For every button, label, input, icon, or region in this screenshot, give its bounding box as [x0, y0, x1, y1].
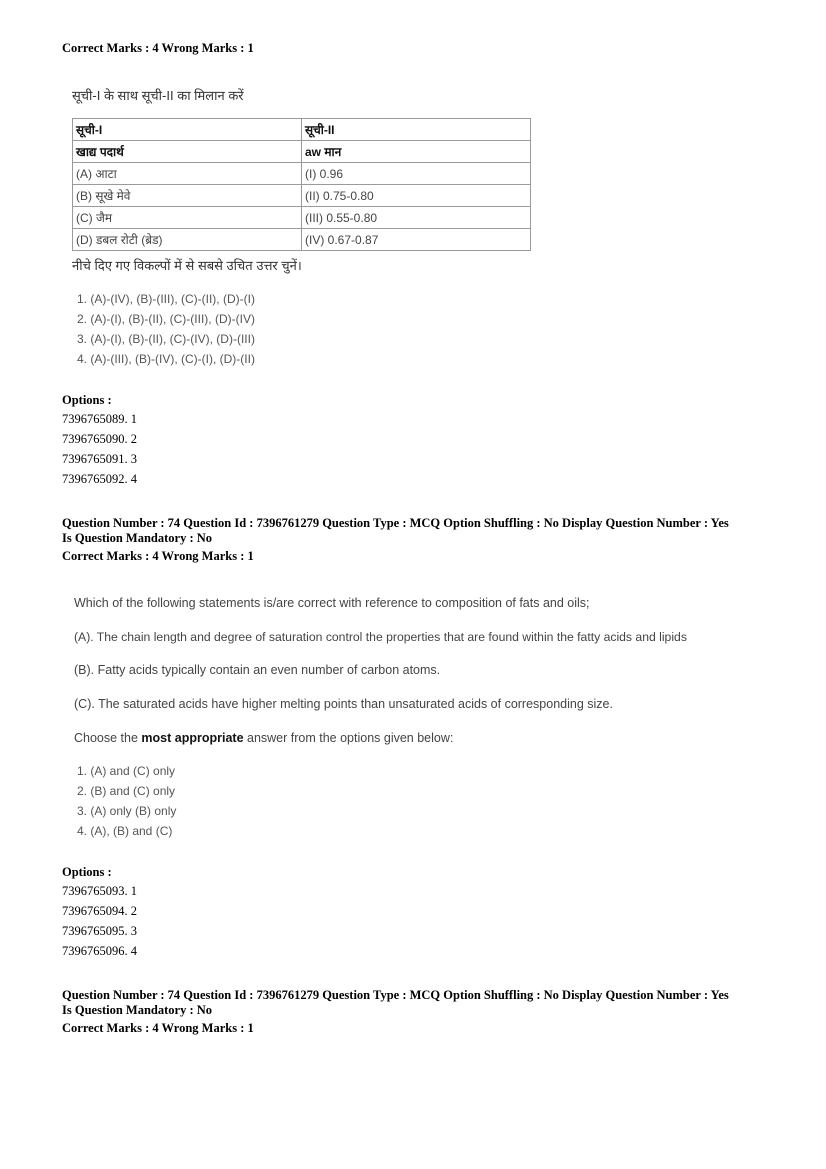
- q74-choice-1: 1. (A) and (C) only: [77, 764, 176, 778]
- table-header-food: खाद्य पदार्थ: [73, 141, 302, 163]
- q73-choice-4: 4. (A)-(III), (B)-(IV), (C)-(I), (D)-(II): [77, 352, 255, 366]
- q74-choice-2: 2. (B) and (C) only: [77, 784, 176, 798]
- q73-choice-3: 3. (A)-(I), (B)-(II), (C)-(IV), (D)-(III): [77, 332, 255, 346]
- q74-choose-bold: most appropriate: [141, 731, 244, 745]
- table-cell: (I) 0.96: [302, 163, 531, 185]
- q73-choice-2: 2. (A)-(I), (B)-(II), (C)-(III), (D)-(IV): [77, 312, 255, 326]
- q74-header-line1: Question Number : 74 Question Id : 7396761279 Question Type : MCQ Option Shuffling : No Display Question Number : Yes: [62, 516, 729, 530]
- table-cell: (B) सूखे मेवे: [73, 185, 302, 207]
- table-cell: (A) आटा: [73, 163, 302, 185]
- q74-option-4: 7396765096. 4: [62, 944, 137, 958]
- q73-match-table: [72, 118, 531, 251]
- q74-choose-prefix: Choose the: [74, 731, 142, 745]
- table-header-list1: सूची-I: [73, 119, 302, 141]
- q74-statement-c: (C). The saturated acids have higher melting points than unsaturated acids of corresponding size.: [74, 697, 613, 711]
- q73-choose-text: नीचे दिए गए विकल्पों में से सबसे उचित उत्तर चुनें।: [72, 258, 302, 273]
- table-header-list2: सूची-II: [302, 119, 531, 141]
- q74-choice-4: 4. (A), (B) and (C): [77, 824, 173, 838]
- q74-statement-a: (A). The chain length and degree of saturation control the properties that are found within the fatty acids and lipids: [74, 630, 687, 644]
- q73-instruction: सूची-I के साथ सूची-II का मिलान करें: [72, 88, 244, 103]
- q74-option-1: 7396765093. 1: [62, 884, 137, 898]
- q74-options-title: Options :: [62, 865, 112, 879]
- q73-option-4: 7396765092. 4: [62, 472, 137, 486]
- q73-marks: Correct Marks : 4 Wrong Marks : 1: [62, 41, 254, 55]
- table-cell: (C) जैम: [73, 207, 302, 229]
- q75-header-line2: Is Question Mandatory : No: [62, 1003, 213, 1017]
- q74-option-2: 7396765094. 2: [62, 904, 137, 918]
- q74-marks: Correct Marks : 4 Wrong Marks : 1: [62, 549, 254, 563]
- q74-choose-text: [74, 731, 453, 745]
- table-header-aw: aw मान: [302, 141, 531, 163]
- q73-option-1: 7396765089. 1: [62, 412, 137, 426]
- q75-header-line1: Question Number : 74 Question Id : 7396761279 Question Type : MCQ Option Shuffling : No Display Question Number : Yes: [62, 988, 729, 1002]
- q74-option-3: 7396765095. 3: [62, 924, 137, 938]
- q74-header-line2: Is Question Mandatory : No: [62, 531, 213, 545]
- q74-choose-suffix: answer from the options given below:: [243, 731, 454, 745]
- q73-choice-1: 1. (A)-(IV), (B)-(III), (C)-(II), (D)-(I): [77, 292, 255, 306]
- table-cell: (II) 0.75-0.80: [302, 185, 531, 207]
- table-cell: (D) डबल रोटी (ब्रेड): [73, 229, 302, 251]
- table-cell: (III) 0.55-0.80: [302, 207, 531, 229]
- q73-option-2: 7396765090. 2: [62, 432, 137, 446]
- table-cell: (IV) 0.67-0.87: [302, 229, 531, 251]
- q73-option-3: 7396765091. 3: [62, 452, 137, 466]
- q74-statement-b: (B). Fatty acids typically contain an even number of carbon atoms.: [74, 663, 441, 677]
- q74-question: Which of the following statements is/are correct with reference to composition of fats and oils;: [74, 596, 590, 610]
- q75-marks: Correct Marks : 4 Wrong Marks : 1: [62, 1021, 254, 1035]
- q74-choice-3: 3. (A) only (B) only: [77, 804, 177, 818]
- q73-options-title: Options :: [62, 393, 112, 407]
